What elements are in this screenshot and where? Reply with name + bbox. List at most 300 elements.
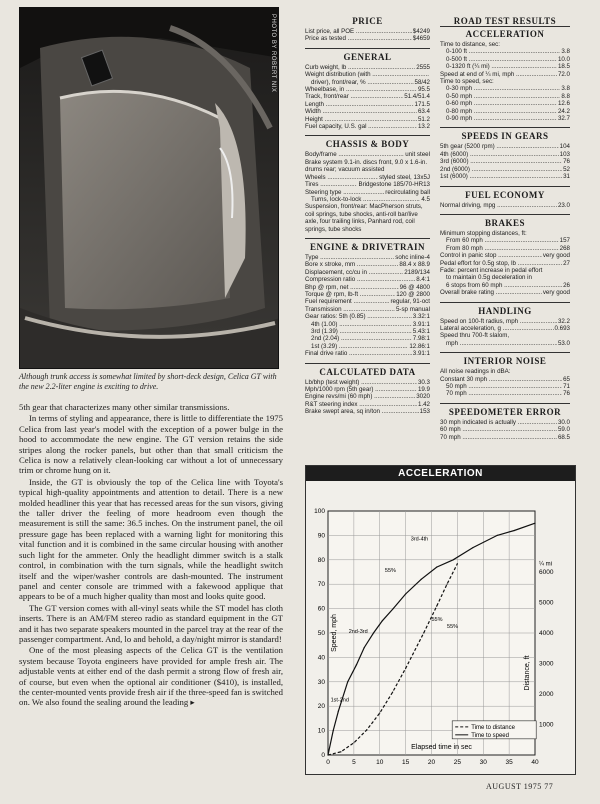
chart-title: ACCELERATION [306, 466, 575, 481]
price-label: List price, all POE ..... [305, 28, 412, 35]
speeds-value: 31 [563, 173, 570, 181]
handling-row [440, 318, 570, 325]
acceleration-label: 0-30 mph ..... [440, 85, 560, 92]
general-value: 171.5 [414, 100, 430, 108]
brakes-row [440, 267, 570, 274]
general-label: Weight distribution (with ..... [305, 71, 429, 78]
acceleration-label: 0-80 mph ..... [440, 108, 557, 115]
brakes-row [440, 245, 570, 252]
brakes-row [440, 274, 570, 281]
engine-label: Bhp @ rpm, net ..... [305, 284, 399, 291]
engine-label: 4th (1.00) ..... [305, 321, 412, 328]
series-point [497, 535, 498, 536]
chassis-title: CHASSIS & BODY [325, 139, 410, 150]
brakes-row [440, 260, 570, 267]
speeds-label: 1st (6000) ..... [440, 173, 562, 180]
acceleration-value: 32.7 [557, 115, 570, 123]
engine-label: Gear ratios: 5th (0.85) ..... [305, 313, 412, 320]
chassis-label: Tires ..... [305, 181, 357, 188]
price-section [305, 16, 430, 43]
general-value: 63.4 [417, 108, 430, 116]
brakes-label: Overall brake rating ..... [440, 289, 542, 296]
speedo-label: 70 mph ..... [440, 434, 557, 441]
general-row [305, 116, 430, 123]
photo-caption: Although trunk access is somewhat limited by short-deck design, Celica GT with the new 2.2-liter engine is exciting to drive. [19, 372, 277, 391]
engine-value: 120 @ 2800 [396, 290, 430, 298]
series-point [338, 710, 339, 711]
engine-row [305, 291, 430, 298]
calculated-value: 1.42 [417, 400, 430, 408]
y-tick-label: 0 [321, 752, 325, 759]
chassis-row [305, 203, 430, 233]
series-point [366, 729, 367, 730]
engine-row [305, 261, 430, 268]
general-section [305, 52, 430, 131]
noise-title: INTERIOR NOISE [463, 356, 547, 367]
fuel-section [440, 190, 570, 209]
engine-label: Bore x stroke, mm ..... [305, 261, 398, 268]
acceleration-label: 0-1320 ft (¼ mi) ..... [440, 63, 557, 70]
speeds-label: 5th gear (5200 rpm) ..... [440, 143, 559, 150]
noise-value: 76 [563, 390, 570, 398]
series-point [405, 593, 406, 594]
brakes-section [440, 218, 570, 297]
y-axis-label: Speed, mph [331, 614, 338, 652]
handling-title: HANDLING [478, 305, 532, 316]
chassis-value: recirculating ball [385, 188, 430, 196]
speeds-row [440, 173, 570, 180]
noise-label: 50 mph ..... [440, 383, 562, 390]
y-tick-label: 80 [317, 556, 325, 564]
quarter-mile-label: ¼ mi [539, 561, 553, 568]
engine-row [305, 321, 430, 328]
chassis-label: Suspension, front/rear: MacPherson struts, coil springs, tube shocks, anti-roll bar/live axle, four trailing links, Panhard rod, coil springs, tube shocks [305, 203, 423, 233]
y2-tick-label: 5000 [539, 599, 554, 607]
x-tick-label: 20 [427, 759, 436, 766]
chart-annotation: 2nd-3rd [348, 629, 368, 635]
legend-entry: Time to distance [471, 724, 515, 731]
acceleration-label: 0-100 ft ..... [440, 48, 560, 55]
engine-value: 12.86:1 [409, 342, 430, 350]
engine-row [305, 254, 430, 261]
handling-row [440, 340, 570, 347]
general-row [305, 123, 430, 130]
chassis-label: Steering type ..... [305, 189, 384, 196]
y2-tick-label: 4000 [539, 630, 554, 637]
acceleration-row [440, 56, 570, 63]
acceleration-row [440, 63, 570, 70]
chassis-row [305, 174, 430, 181]
acceleration-label: 0-60 mph ..... [440, 100, 557, 107]
speeds-label: 3rd (6000) ..... [440, 158, 562, 165]
brakes-label: From 60 mph ..... [440, 237, 559, 244]
acceleration-value: 12.6 [557, 100, 570, 108]
calculated-title: CALCULATED DATA [319, 366, 416, 377]
handling-row [440, 332, 570, 339]
price-value: $4249 [412, 28, 430, 35]
engine-title: ENGINE & DRIVETRAIN [309, 241, 425, 252]
chassis-section [305, 139, 430, 232]
engine-label: Displacement, cc/cu in ..... [305, 269, 403, 276]
price-row [305, 28, 430, 35]
engine-section [305, 242, 430, 358]
series-point [436, 606, 437, 607]
speeds-section [440, 131, 570, 180]
acceleration-row [440, 41, 570, 48]
y-tick-label: 40 [317, 654, 325, 662]
brakes-title: BRAKES [484, 217, 525, 228]
speedo-title: SPEEDOMETER ERROR [448, 406, 562, 417]
acceleration-row [440, 78, 570, 85]
engine-label: 2nd (2.04) ..... [305, 335, 412, 342]
y-tick-label: 60 [317, 605, 325, 613]
acceleration-row [440, 85, 570, 92]
engine-row [305, 335, 430, 342]
engine-row [305, 298, 430, 305]
noise-row [440, 376, 570, 383]
speeds-row [440, 143, 570, 150]
series-point [457, 563, 458, 564]
y-tick-label: 90 [317, 532, 325, 540]
acceleration-label: Time to speed, sec: [440, 78, 494, 86]
general-value: 51.4/51.4 [404, 93, 430, 101]
series-point [356, 664, 357, 665]
engine-value: 3.91:1 [412, 320, 430, 328]
price-value: $4659 [412, 35, 430, 43]
calculated-label: Engine revs/mi (60 mph) ..... [305, 393, 415, 400]
y-tick-label: 100 [314, 508, 325, 515]
speedo-section [440, 407, 570, 441]
acceleration-row [440, 108, 570, 115]
fuel-label: Normal driving, mpg ..... [440, 202, 557, 209]
calculated-label: Brake swept area, sq in/ton ..... [305, 408, 419, 415]
engine-value: 3.32:1 [412, 313, 430, 321]
speedo-value: 68.5 [557, 433, 570, 441]
handling-label: mph ..... [440, 340, 557, 347]
series-point [392, 691, 393, 692]
series-point [353, 742, 354, 743]
calculated-row [305, 379, 430, 386]
y2-tick-label: 6000 [539, 569, 554, 576]
general-row [305, 86, 430, 93]
chart-annotation: 3rd-4th [410, 536, 429, 543]
legend-entry: Time to speed [471, 732, 509, 739]
brakes-value: 268 [559, 244, 570, 252]
series-point [340, 751, 341, 752]
y-tick-label: 30 [317, 678, 325, 686]
handling-row [440, 325, 570, 332]
calculated-value: 153 [419, 408, 430, 416]
noise-section [440, 356, 570, 398]
article-paragraph: In terms of styling and appearance, there is little to differentiate the 1975 Celica from last year's model with the exception of a power bulge in the hood to accommodate the new engine. The GT version retains the side stripes along the rocker panels, but other than that small criticism the Celica is now a relatively clean-looking car without a lot of unnecessary trim or chrome hung on it. [19, 413, 283, 476]
chart-annotation: 55% [431, 616, 443, 623]
x-tick-label: 35 [505, 759, 513, 766]
acceleration-value: 3.8 [561, 85, 570, 93]
engine-value: regular, 91-oct [390, 298, 430, 306]
brakes-row [440, 282, 570, 289]
noise-label: 70 mph ..... [440, 390, 562, 397]
brakes-row [440, 289, 570, 296]
general-value: 13.2 [417, 123, 430, 131]
series-point [373, 632, 374, 633]
chassis-label: Turns, lock-to-lock ..... [305, 196, 420, 203]
handling-value: 53.0 [557, 339, 570, 347]
y2-axis-label: Distance, ft [524, 655, 531, 691]
acceleration-row [440, 115, 570, 122]
calculated-label: Mph/1000 rpm (5th gear) ..... [305, 386, 417, 393]
handling-section [440, 306, 570, 348]
general-value: 51.2 [417, 115, 430, 123]
engine-row [305, 269, 430, 276]
chassis-value: 4.5 [421, 195, 430, 203]
specs-column-right [440, 16, 570, 446]
speedo-row [440, 419, 570, 426]
engine-row [305, 328, 430, 335]
brakes-label: Minimum stopping distances, ft: [440, 229, 527, 237]
series-point [423, 632, 424, 633]
general-title: GENERAL [343, 51, 392, 62]
photo-credit: PHOTO BY ROBERT NIX [270, 14, 276, 93]
chassis-row [305, 196, 430, 203]
engine-label: 3rd (1.39) ..... [305, 328, 412, 335]
trunk-photo [19, 7, 279, 369]
brakes-row [440, 237, 570, 244]
article-paragraph: The GT version comes with all-vinyl seats while the ST model has cloth inserts. There is an AM/FM stereo radio as standard equipment in the GT and it has two separate speakers mounted in the parcel tray at the rear of the passenger compartment. And, lo and behold, a day/night mirror is standard! [19, 602, 283, 644]
noise-row [440, 383, 570, 390]
general-row [305, 93, 430, 100]
trunk-photo-image [20, 8, 279, 369]
brakes-label: Fade: percent increase in pedal effort [440, 266, 543, 274]
y2-tick-label: 1000 [539, 721, 554, 729]
series-point [382, 620, 383, 621]
chassis-row [305, 181, 430, 188]
y-tick-label: 10 [317, 727, 325, 735]
y-tick-label: 20 [317, 703, 325, 711]
acceleration-label: 0-50 mph ..... [440, 93, 560, 100]
y-tick-label: 70 [317, 581, 325, 589]
speeds-label: 4th (6000) ..... [440, 151, 559, 158]
price-title: PRICE [352, 16, 383, 26]
chart-annotation: 55% [447, 624, 459, 631]
engine-value: 96 @ 4800 [399, 283, 430, 291]
x-tick-label: 25 [453, 759, 461, 766]
chassis-value: Bridgestone 185/70-HR13 [358, 181, 430, 189]
chart-annotation: 1st-2nd [330, 697, 349, 704]
general-label: Length ..... [305, 101, 414, 108]
brakes-value: 26 [563, 281, 570, 289]
engine-row [305, 276, 430, 283]
brakes-label: 6 stops from 60 mph ..... [440, 282, 562, 289]
chassis-label: Brake system 9.1-in. discs front, 9.0 x 1.6-in. drums rear; vacuum assisted [305, 158, 428, 174]
series-point [446, 584, 447, 585]
calculated-row [305, 401, 430, 408]
calculated-value: 19.9 [417, 386, 430, 394]
series-point [379, 712, 380, 713]
brakes-value: very good [542, 289, 570, 297]
chassis-value: unit steel [405, 151, 430, 159]
chassis-row [305, 189, 430, 196]
engine-label: Final drive ratio ..... [305, 350, 412, 357]
general-label: Curb weight, lb ..... [305, 64, 415, 71]
x-tick-label: 10 [376, 759, 384, 766]
acceleration-value: 3.8 [561, 48, 570, 56]
acceleration-row [440, 48, 570, 55]
brakes-value: 27 [563, 259, 570, 267]
y2-tick-label: 3000 [539, 660, 554, 668]
speedo-row [440, 426, 570, 433]
noise-label: All noise readings in dBA: [440, 368, 511, 376]
series-point [514, 530, 515, 531]
article-body [19, 402, 283, 792]
calculated-value: 30.3 [417, 378, 430, 386]
chassis-label: Wheels ..... [305, 174, 378, 181]
x-tick-label: 30 [479, 759, 487, 766]
general-value: 95.5 [417, 86, 430, 94]
handling-value: 32.2 [557, 317, 570, 325]
general-value: 2555 [416, 63, 430, 71]
series-point [436, 567, 437, 568]
series-point [393, 608, 394, 609]
y-tick-label: 50 [317, 630, 325, 637]
engine-label: Torque @ rpm, lb-ft ..... [305, 291, 395, 298]
page-folio: AUGUST 1975 77 [486, 782, 554, 791]
engine-label: 1st (3.29) ..... [305, 343, 408, 350]
engine-row [305, 350, 430, 357]
speedo-value: 59.0 [557, 426, 570, 434]
chassis-row [305, 151, 430, 158]
speedo-label: 30 mph indicated is actually ..... [440, 419, 557, 426]
acceleration-label: Time to distance, sec: [440, 41, 500, 48]
acceleration-label: Speed at end of ¼ mi, mph ..... [440, 71, 557, 78]
speedo-label: 60 mph ..... [440, 426, 557, 433]
engine-label: Type ..... [305, 254, 394, 261]
article-paragraph: One of the most pleasing aspects of the Celica GT is the ventilation system because Toyota engineers have provided for ample fresh air. The adjustable vents at either end of the dash permit a strong flow of fresh air, of course, but even when the optional air conditioner ($410), is installed, the center-mounted vents provide fresh air if the three-speed fan is switched on. We also found the sealing around the leading ▸ [19, 645, 283, 708]
engine-value: 5-sp manual [395, 305, 430, 313]
fuel-value: 23.0 [557, 201, 570, 209]
price-label: Price as tested ..... [305, 35, 412, 42]
acceleration-label: 0-90 mph ..... [440, 115, 557, 122]
engine-value: 88.4 x 88.9 [399, 261, 430, 269]
general-label: driver), front/rear, % ..... [305, 79, 414, 86]
general-value: 58/42 [414, 78, 430, 86]
article-paragraph: Inside, the GT is obviously the top of the Celica line with Toyota's typical high-quality appointments and attention to detail. There is a new molded headliner this year that has recessed areas for the sun visors, giving the taller driver the feeling of more headroom even though the measurement is still the same: 36.5 inches. On the instrument panel, the oil pressure gage has been replaced with a warning light for monitoring this vital function and it is combined in the same circular housing with another such light for the ammeter. Only the headlight dimmer switch is a stalk control, in combination with the turn signals, while the headlight switch itself and the wiper/washer controls are dash-mounted. The instrument panel and center console are trimmed with a fakewood applique that appears to be of a much higher quality than most and looks quite good. [19, 476, 283, 602]
series-point [472, 547, 473, 548]
chassis-label: Body/frame ..... [305, 151, 404, 158]
x-tick-label: 40 [531, 759, 539, 766]
series-point [405, 668, 406, 669]
engine-value: 7.98:1 [412, 335, 430, 343]
speeds-value: 52 [563, 165, 570, 173]
engine-value: 3.91:1 [412, 350, 430, 358]
general-row [305, 64, 430, 71]
acceleration-chart-plot [306, 481, 575, 774]
engine-row [305, 343, 430, 350]
x-tick-label: 15 [402, 759, 410, 766]
acceleration-row [440, 100, 570, 107]
acceleration-value: 10.0 [557, 55, 570, 63]
acceleration-row [440, 93, 570, 100]
acceleration-value: 24.2 [557, 107, 570, 115]
series-point [364, 647, 365, 648]
brakes-label: Control in panic stop ..... [440, 252, 542, 259]
fuel-title: FUEL ECONOMY [465, 189, 545, 200]
general-label: Width ..... [305, 108, 417, 115]
calculated-row [305, 386, 430, 393]
price-row [305, 35, 430, 42]
acceleration-value: 72.0 [557, 70, 570, 78]
x-tick-label: 0 [326, 759, 330, 766]
brakes-label: Pedal effort for 0.5g stop, lb ..... [440, 260, 562, 267]
engine-label: Transmission ..... [305, 306, 395, 313]
brakes-row [440, 252, 570, 259]
general-row [305, 71, 430, 78]
general-row [305, 101, 430, 108]
series-point [347, 681, 348, 682]
series-point [453, 559, 454, 560]
speeds-row [440, 166, 570, 173]
engine-row [305, 306, 430, 313]
speeds-value: 104 [559, 143, 570, 151]
article-paragraph: 5th gear that characterizes many other similar transmissions. [19, 402, 230, 412]
acceleration-chart [305, 465, 576, 775]
speedo-row [440, 434, 570, 441]
brakes-label: From 80 mph ..... [440, 245, 559, 252]
engine-row [305, 313, 430, 320]
acceleration-value: 18.5 [557, 63, 570, 71]
engine-row [305, 284, 430, 291]
brakes-value: very good [542, 252, 570, 260]
specs-column-left [305, 16, 430, 421]
noise-value: 71 [563, 383, 570, 390]
series-point [327, 754, 328, 755]
engine-value: 5.43:1 [412, 328, 430, 335]
x-axis-label: Elapsed time in sec [411, 744, 472, 751]
road-test-results-title: ROAD TEST RESULTS [440, 16, 570, 27]
noise-row [440, 368, 570, 375]
calculated-row [305, 393, 430, 400]
general-row [305, 108, 430, 115]
calculated-value: 3020 [416, 393, 430, 401]
speeds-label: 2nd (6000) ..... [440, 166, 562, 173]
handling-label: Speed on 100-ft radius, mph ..... [440, 318, 557, 325]
engine-value: 2189/134 [404, 268, 430, 276]
fuel-row [440, 202, 570, 209]
general-label: Wheelbase, in ..... [305, 86, 417, 93]
general-label: Fuel capacity, U.S. gal ..... [305, 123, 417, 130]
acceleration-label: 0-500 ft ..... [440, 56, 557, 63]
speeds-title: SPEEDS IN GEARS [461, 131, 549, 142]
general-label: Track, front/rear ..... [305, 93, 403, 100]
handling-label: Speed thru 700-ft slalom, [440, 332, 510, 340]
general-label: Height ..... [305, 116, 417, 123]
chassis-value: styled steel, 13x5J [379, 173, 430, 181]
speeds-row [440, 158, 570, 165]
acceleration-title: ACCELERATION [465, 29, 545, 39]
series-point [534, 523, 535, 524]
speeds-value: 76 [563, 158, 570, 166]
series-point [421, 579, 422, 580]
calculated-label: R&T steering index ..... [305, 401, 417, 408]
noise-label: Constant 30 mph ..... [440, 376, 562, 383]
noise-row [440, 390, 570, 397]
engine-label: Fuel requirement ..... [305, 298, 389, 305]
engine-value: 8.4:1 [416, 276, 430, 284]
speeds-row [440, 151, 570, 158]
brakes-value: 157 [559, 237, 570, 245]
acceleration-section [440, 29, 570, 122]
acceleration-row [440, 71, 570, 78]
series-point [333, 730, 334, 731]
